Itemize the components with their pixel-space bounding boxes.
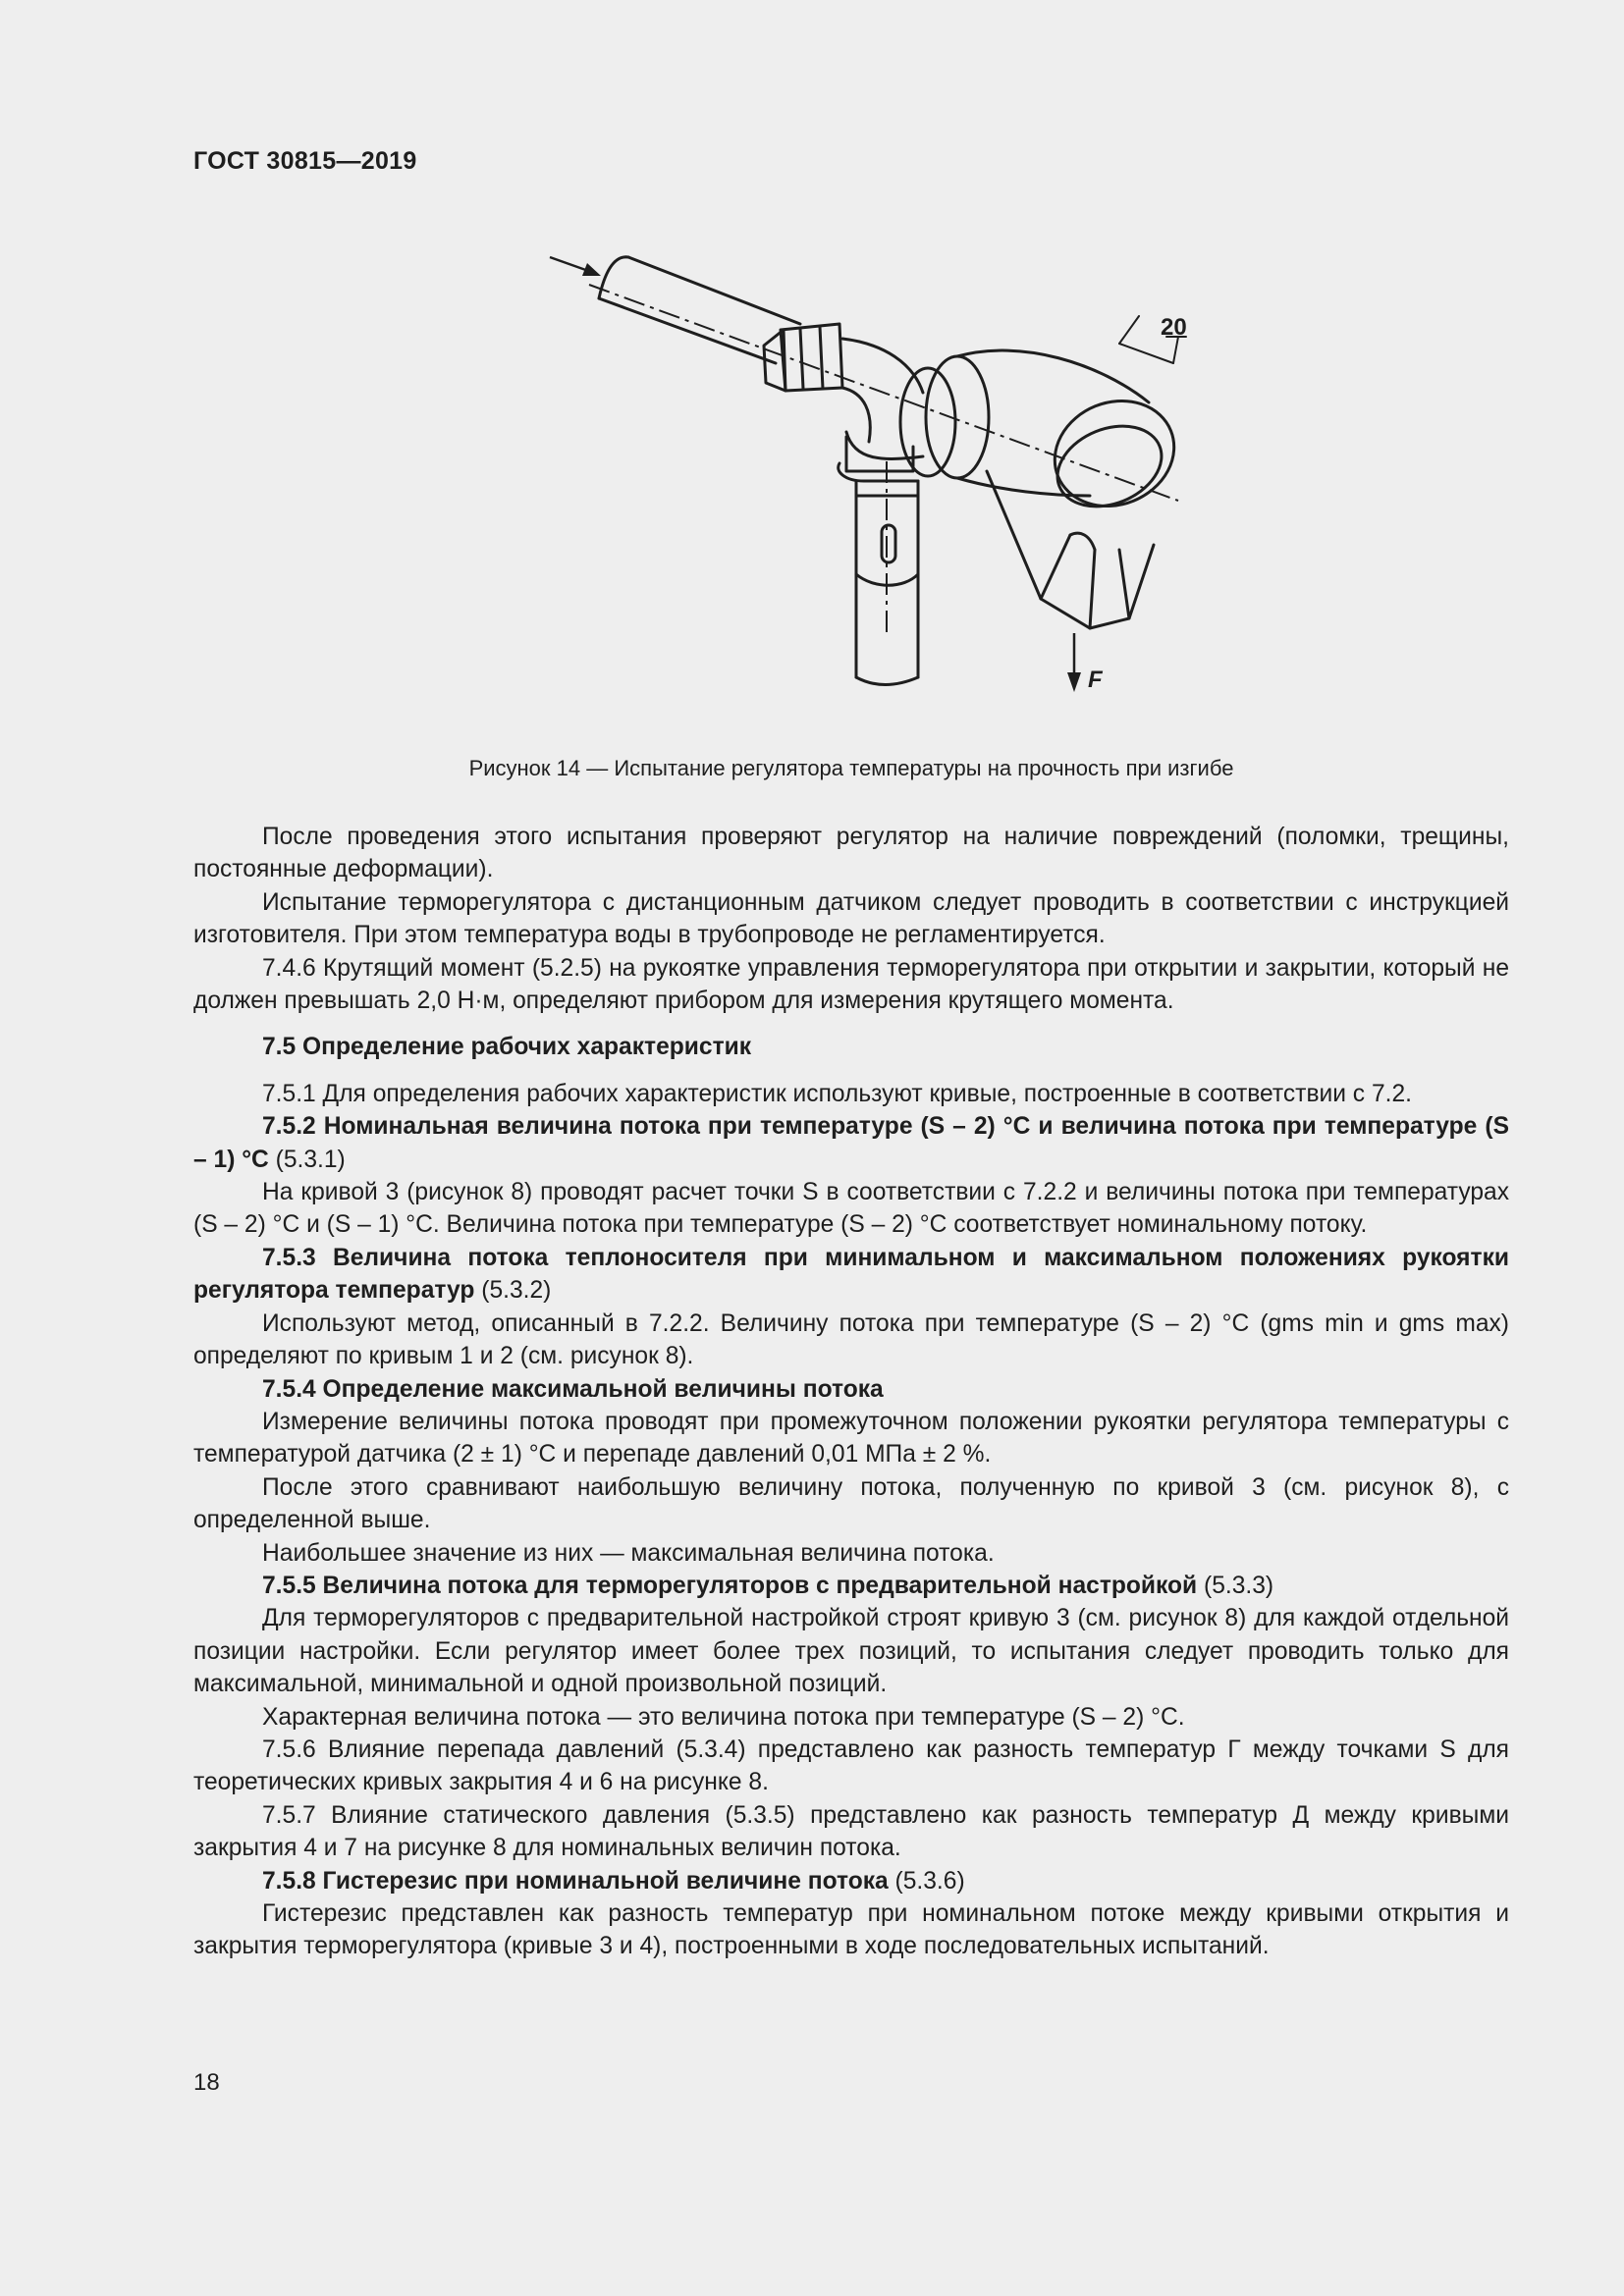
paragraph: 7.5.1 Для определения рабочих характеристик используют кривые, построенные в соответствии с 7.2. bbox=[262, 1080, 1412, 1107]
paragraph: Испытание терморегулятора с дистанционным датчиком следует проводить в соответствии с инструкцией изготовителя. При этом температура воды в трубопроводе не регламентируется. bbox=[193, 888, 1509, 949]
subsection-title: 7.5.4 Определение максимальной величины потока bbox=[262, 1375, 884, 1403]
subsection-title: 7.5.2 Номинальная величина потока при температуре (S – 2) °С и величина потока при температуре (S – 1) °С bbox=[193, 1113, 1509, 1173]
subsection-ref: (5.3.2) bbox=[474, 1277, 552, 1305]
subsection-title: 7.5.8 Гистерезис при номинальной величине потока bbox=[262, 1867, 889, 1895]
subsection-title: 7.5.5 Величина потока для терморегуляторов с предварительной настройкой bbox=[262, 1572, 1198, 1599]
paragraph-with-heading bbox=[193, 1110, 1509, 1176]
subsection-title: 7.5.3 Величина потока теплоносителя при минимальном и максимальном положениях рукоятки регулятора температур bbox=[193, 1244, 1509, 1305]
paragraph: Измерение величины потока проводят при промежуточном положении рукоятки регулятора температуры с температурой датчика (2 ± 1) °С и перепаде давлений 0,01 МПа ± 2 %. bbox=[193, 1408, 1509, 1468]
paragraph: После проведения этого испытания проверяют регулятор на наличие повреждений (поломки, трещины, постоянные деформации). bbox=[193, 824, 1509, 883]
paragraph: Гистерезис представлен как разность температур при номинальном потоке между кривыми открытия и закрытия терморегулятора (кривые 3 и 4), построенными в ходе последовательных испытаний. bbox=[193, 1900, 1509, 1960]
paragraph: 7.5.7 Влияние статического давления (5.3.5) представлено как разность температур Д между кривыми закрытия 4 и 7 на рисунке 8 для номинальных величин потока. bbox=[193, 1801, 1509, 1862]
subsection-ref: (5.3.1) bbox=[268, 1146, 346, 1173]
paragraph: Для терморегуляторов с предварительной настройкой строят кривую 3 (см. рисунок 8) для каждой отдельной позиции настройки. Если регулятор имеет более трех позиций, то испытания следует проводить только для максимальной, минимальной и одной произвольной позиций. bbox=[193, 1605, 1509, 1698]
paragraph-with-heading bbox=[193, 1865, 1509, 1897]
paragraph-with-heading bbox=[193, 1570, 1509, 1602]
paragraph: Характерная величина потока — это величина потока при температуре (S – 2) °С. bbox=[262, 1703, 1185, 1731]
force-label: F bbox=[1088, 667, 1103, 693]
paragraph: Наибольшее значение из них — максимальная величина потока. bbox=[262, 1539, 995, 1567]
document-body bbox=[193, 821, 1509, 1963]
document-header: ГОСТ 30815—2019 bbox=[193, 147, 417, 175]
paragraph-with-heading bbox=[193, 1242, 1509, 1308]
paragraph: 7.5.6 Влияние перепада давлений (5.3.4) представлено как разность температур Г между точками S для теоретических кривых закрытия 4 и 6 на рисунке 8. bbox=[193, 1735, 1509, 1796]
page-number: 18 bbox=[193, 2069, 220, 2096]
subsection-ref: (5.3.3) bbox=[1197, 1572, 1274, 1599]
section-heading: 7.5 Определение рабочих характеристик bbox=[262, 1034, 752, 1061]
figure-14-drawing bbox=[530, 236, 1237, 707]
subsection-ref: (5.3.6) bbox=[888, 1867, 965, 1895]
paragraph: После этого сравнивают наибольшую величину потока, полученную по кривой 3 (см. рисунок 8), с определенной выше. bbox=[193, 1473, 1509, 1534]
paragraph: Используют метод, описанный в 7.2.2. Величину потока при температуре (S – 2) °С (gms min и gms max) определяют по кривым 1 и 2 (см. рисунок 8). bbox=[193, 1309, 1509, 1370]
figure-caption: Рисунок 14 — Испытание регулятора температуры на прочность при изгибе bbox=[468, 756, 1234, 780]
paragraph: 7.4.6 Крутящий момент (5.2.5) на рукоятке управления терморегулятора при открытии и закрытии, который не должен превышать 2,0 Н·м, определяют прибором для измерения крутящего момента. bbox=[193, 954, 1509, 1015]
paragraph-with-heading bbox=[193, 1373, 1509, 1406]
dimension-label: 20 bbox=[1161, 314, 1187, 341]
paragraph: На кривой 3 (рисунок 8) проводят расчет точки S в соответствии с 7.2.2 и величины потока при температурах (S – 2) °С и (S – 1) °С. Величина потока при температуре (S – 2) °С соответствует номинальному потоку. bbox=[193, 1179, 1509, 1239]
